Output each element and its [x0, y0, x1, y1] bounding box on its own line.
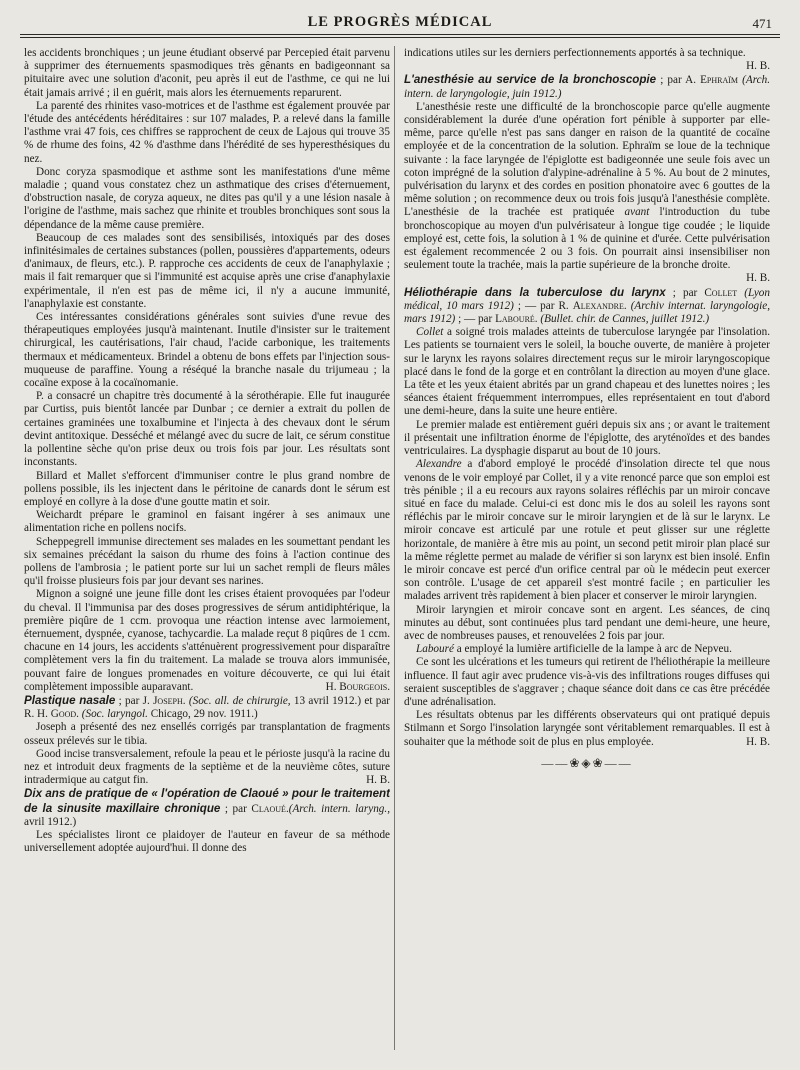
column-divider	[394, 46, 395, 1050]
paragraph: P. a consacré un chapitre très documenté à la sérothérapie. Elle fut inaugurée par Curtiss, puis bientôt lancée par Dunbar ; ce dernier a extrait du pollen de certaines graminées une toxalbumine et l'injecta à des chevaux dont le sérum devint antitoxique. Desséché et mélangé avec du sucre de lait, ce sérum constitue la pollentine sèche qu'on prise deux ou trois fois par jour. Les résultats sont inconstants.	[24, 390, 390, 469]
heading-text: ; par	[665, 286, 705, 299]
heading-text: Chicago, 29 nov. 1911.)	[147, 708, 258, 721]
heading-text: ; — par R.	[513, 299, 573, 312]
citation: (Arch. intern. laryng.,	[288, 802, 390, 815]
heading-text: .	[534, 313, 541, 326]
paragraph: Le premier malade est entièrement guéri depuis six ans ; or avant le traitement il présentait une infiltration énorme de l'épiglotte, des aryténoïdes et des bandes ventriculaires. La dysphagie disparut au bout de 10 jours.	[404, 418, 770, 458]
heading-text: ; — par	[455, 313, 496, 326]
article-title: Plastique nasale	[24, 693, 116, 707]
paragraph: Ces intéressantes considérations générales sont suivies d'une revue des thérapeutiques employées jusqu'à maintenant. Inutile d'insister sur le traitement chirurgical, les cautérisations, l'air chaud, l'acide carbonique, les traitements thermaux et médicamenteux. Brindel a obtenu de bons effets par l'injection sous-muqueuse de paraffine. Young a réséqué la branche nasale du trijumeau ; la cocaïne expose à la cocaïnomanie.	[24, 311, 390, 390]
heading-text: 13 avril 1912.) et par R. H.	[24, 694, 390, 721]
paragraph	[404, 326, 770, 418]
author-name: Joseph	[153, 694, 183, 707]
ornament-divider: ——❀◈❀——	[541, 755, 633, 770]
paragraph: Ce sont les ulcérations et les tumeurs qui retirent de l'héliothérapie la meilleure influence. Il faut agir avec prudence vis-à-vis des infiltrations rouges diffuses qui seraient susceptibles de s'aggraver ; chaque séance doit dans ce cas être précédée d'une adrénalisation.	[404, 656, 770, 708]
paragraph: Miroir laryngien et miroir concave sont en argent. Les séances, de cinq minutes au début, sont continuées plus tard pendant une demi-heure, une heure, avec de nombreuses pauses, et renouvelées 2 fois par jour.	[404, 603, 770, 642]
paragraph-text: a soigné trois malades atteints de tuberculose laryngée par l'insolation. Les patients se tournaient vers le soleil, la bouche ouverte, de manière à projeter sur le larynx les rayons solaires directement reçus sur le miroir laryngoscopique placé dans le fond de la gorge et en contrôlant la direction au moyen d'une glace. La tête et les yeux étaient abrités par un grand chapeau et des lunettes noires ; les séances étaient fréquemment interrompues, elles représentaient en tout d'abord une demi-heure, dans la suite une heure entière.	[404, 326, 770, 418]
author-name: Labouré	[495, 313, 535, 326]
paragraph	[24, 748, 390, 788]
author-name: Claoué	[251, 802, 286, 815]
paragraph: Donc coryza spasmodique et asthme sont les manifestations d'une même maladie ; quand vous constatez chez un asthmatique des crises d'éternuement, d'obstruction nasale, de coryza aqueux, ne dites pas qu'il y a une lésion nasale à l'origine de l'asthme, mais sachez que rhinite et troubles bronchiques sont sous la dépendance de la même cause première.	[24, 165, 390, 231]
author-name: Alexandre	[416, 458, 462, 471]
heading-text: ; par J.	[115, 694, 154, 707]
article-title: Dix ans de pratique de « l'opération de Claoué » pour le traitement de la sinusite maxillaire chronique	[24, 787, 390, 815]
article-heading	[404, 286, 770, 327]
emphasis: avant	[624, 206, 650, 219]
paragraph: les accidents bronchiques ; un jeune étudiant observé par Percepied était parvenu à supprimer des éternuements spasmodiques très gênants en badigeonnant sa pituitaire avec une solution d'aconit, peu après il eut de l'asthme, ce qui ne lui était jamais arrivé ; il en guérit, mais alors les éternuements reparurent.	[24, 47, 390, 99]
paragraph: Scheppegrell immunise directement ses malades en les soumettant pendant les six semaines précédant la saison du rhume des foins à l'action continue des pollens de l'ambrosia ; le patient porte sur lui un sachet rempli de fleurs mâles qu'il froisse plusieurs fois par jour devant ses narines.	[24, 535, 390, 588]
paragraph-text: l'introduction du tube bronchoscopique au moyen d'un pulvérisateur à longue tige coudée ; le liquide employé est, cette fois, la solution à 1 % de quinine et d'urée. Cette pulvérisation est également recommencée 2 ou 3 fois. On pourrait ainsi insensibiliser non seulement toute la trachée, mais la partie supérieure de la bronche droite.	[404, 206, 770, 272]
signature: H. B.	[746, 272, 770, 285]
heading-text: .	[623, 299, 631, 312]
citation: (Lyon médical, 10 mars 1912)	[404, 286, 770, 312]
paragraph: Les spécialistes liront ce plaidoyer de l'auteur en faveur de sa méthode universellement adoptée aujourd'hui. Il donne des	[24, 828, 390, 855]
article-title: Héliothérapie dans la tuberculose du larynx	[404, 285, 666, 299]
paragraph: Weichardt prépare le graminol en faisant ingérer à ses animaux une alimentation riche en pollens nocifs.	[24, 509, 390, 535]
paragraph-text: indications utiles sur les derniers perfectionnements apportés à sa technique.	[404, 47, 746, 59]
paragraph-text: L'anesthésie reste une difficulté de la bronchoscopie parce qu'elle augmente considérablement la durée d'une opération fort pénible à supporter par elle-même, parce qu'elle n'est pas sans danger en raison de la quantité de cocaïne employée et de la concentration de la solution. Ephraïm se loue de la technique suivante : la face laryngée de l'épiglotte est badigeonnée une seule fois avec un coton imprégné de la solution d'alypine-adrénaline à 5 %. Au bout de 2 minutes, pulvérisation du larynx et des cordes en position phonatoire avec 6 gouttes de la même solution ; on recommence deux ou trois fois jusqu'à l'anesthésie complète. L'anesthésie de la trachée est pratiquée	[404, 100, 770, 219]
paragraph: La parenté des rhinites vaso-motrices et de l'asthme est également prouvée par l'étude des antécédents héréditaires : sur 107 malades, P. a relevé dans la famille l'asthme vrai 47 fois, ces chiffres se rapprochent de ceux de Lajous qui trouve 35 % de rhume des foins, 42 % d'asthme dans l'hérédité de ses hyperesthésiques du nez.	[24, 99, 390, 165]
heading-text: .	[285, 802, 289, 815]
header-rule	[20, 34, 780, 35]
article-heading	[24, 694, 390, 721]
paragraph	[404, 100, 770, 285]
signature: H. B.	[746, 735, 770, 748]
author-name: Collet	[704, 286, 738, 299]
right-column	[404, 47, 770, 1057]
signature: H. B.	[746, 60, 770, 73]
paragraph-text: Mignon a soigné une jeune fille dont les crises étaient provoquées par l'odeur du cheval. Il l'immunisa par des doses progressives de sérum antidiphtérique, la première piqûre de 1 ccm. provoqua une réaction intense avec larmoiement, éternuement, dyspnée, cyanose, tachycardie. La malade reçut 8 piqûres de 1 ccm. chacune en 14 jours, les accidents s'atténuèrent progressivement pour disparaître complètement vers la fin du traitement. La malade se trouva alors immunisée, pouvant faire de longues promenades en voiture découverte, ce qui lui était complètement impossible auparavant.	[24, 588, 390, 693]
author-name: Collet	[416, 326, 444, 339]
author-name: Ephraïm	[700, 74, 739, 87]
citation: (Archiv internat. laryngologie, mars 1912)	[404, 299, 770, 326]
author-name: Alexandre	[572, 299, 624, 312]
heading-text: ; par A.	[656, 74, 701, 87]
page-number: 471	[752, 16, 772, 31]
paragraph	[404, 458, 770, 603]
citation: (Soc. all. de chirurgie,	[188, 694, 291, 707]
paragraph	[404, 643, 770, 656]
paragraph	[24, 588, 390, 694]
signature: H. B.	[366, 774, 390, 787]
author-name: Labouré	[416, 643, 454, 656]
journal-title: LE PROGRÈS MÉDICAL	[307, 14, 493, 30]
heading-text: ; par	[220, 802, 252, 815]
paragraph: Beaucoup de ces malades sont des sensibilisés, intoxiqués par des doses infinitésimales de certaines substances (pollen, poussières d'appartements, odeurs d'animaux, de fleurs, etc.). P. rapproche ces accidents de ceux de l'anaphylaxie ; mais il fait remarquer que si l'immunité est acquise après une crise d'anaphylaxie expérimentale, il n'en est pas de même ici, il n'y a aucune immunité, l'anaphylaxie est constante.	[24, 231, 390, 310]
author-name: Good	[50, 708, 77, 721]
citation: (Bullet. chir. de Cannes, juillet 1912.)	[540, 313, 710, 326]
left-column	[24, 47, 390, 1057]
paragraph	[404, 709, 770, 749]
paragraph: Joseph a présenté des nez ensellés corrigés par transplantation de fragments osseux prélevés sur le tibia.	[24, 721, 390, 747]
citation: (Arch. intern. de laryngologie, juin 1912.)	[404, 74, 770, 100]
paragraph-text: a d'abord employé le procédé d'insolation directe tel que nous venons de le voir employé par Collet, il y a vite renoncé parce que son emploi est très pénible ; il a eu recours aux rayons solaires réfléchis par un miroir concave situé en face du malade. Celui-ci est donc mis le dos au soleil les rayons sont réfléchis par le miroir concave sur le miroir laryngien et de là sur le larynx. Le miroir concave est articulé par une rotule et peut glisser sur une réglette horizontale, de manière à être mis au point, un second petit miroir plan placé sur la même réglette permet au malade de vérifier si son larynx est bien insolé. Enfin le miroir concave est percé d'un orifice central par où le médecin peut exercer son contrôle. L'usage de cet appareil s'est montré facile ; en particulier les malades arrivent très rapidement à bien placer et conserver le miroir laryngien.	[404, 458, 770, 603]
paragraph-text: Les résultats obtenus par les différents observateurs qui ont pratiqué depuis Stilmann et Sorgo l'insolation laryngée sont véritablement remarquables. Il est à souhaiter que la méthode soit de plus en plus employée.	[404, 709, 770, 748]
heading-text: .	[182, 694, 189, 707]
heading-text: avril 1912.)	[24, 815, 77, 828]
article-title: L'anesthésie au service de la bronchoscopie	[404, 73, 657, 87]
article-heading	[404, 73, 770, 100]
paragraph-text: Good incise transversalement, refoule la peau et le périoste jusqu'à la racine du nez et introduit deux fragments de la septième et de la neuvième côtes, suture intradermique au catgut fin.	[24, 747, 390, 787]
citation: (Soc. laryngol.	[81, 708, 148, 721]
heading-text: .	[76, 708, 82, 721]
header-rule-double	[20, 37, 780, 38]
article-heading	[24, 787, 390, 829]
signature: H. Bourgeois.	[325, 680, 390, 693]
paragraph-text: a employé la lumière artificielle de la lampe à arc de Nepveu.	[453, 643, 732, 656]
paragraph: Billard et Mallet s'efforcent d'immuniser contre le plus grand nombre de pollens possible, ils les injectent dans le péritoine de canards dont le sérum est employé en collyre à la dose d'une goutte matin et soir.	[24, 469, 390, 508]
paragraph	[404, 47, 770, 73]
